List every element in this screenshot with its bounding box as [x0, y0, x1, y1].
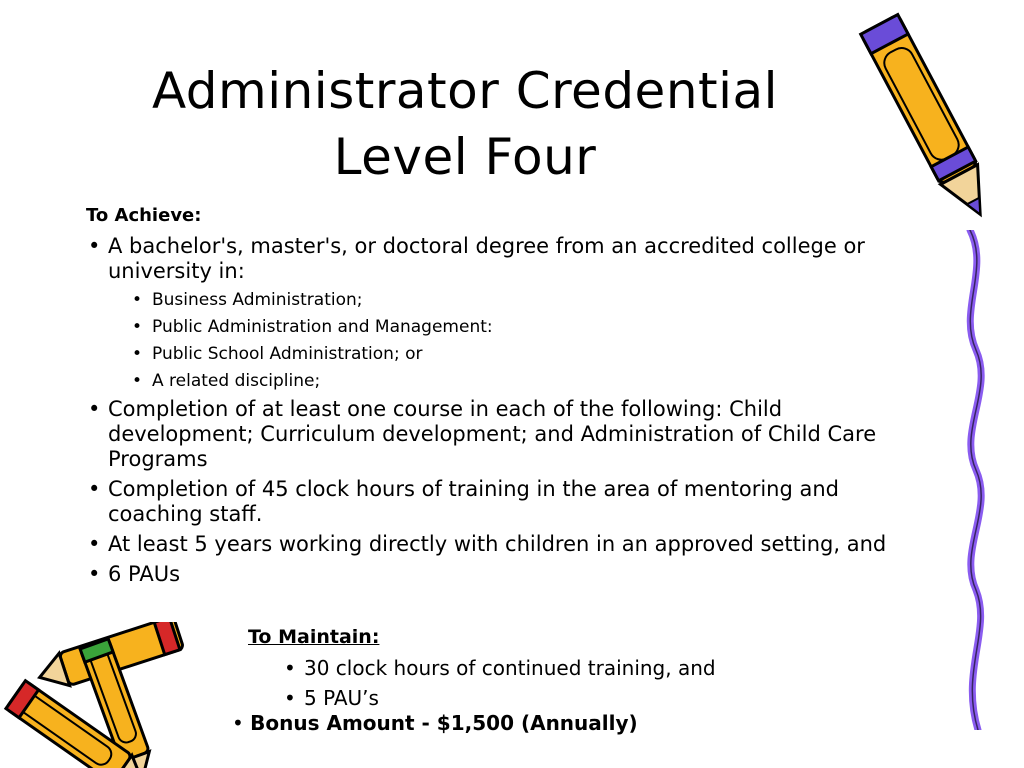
achieve-section	[86, 205, 916, 592]
achieve-heading: To Achieve:	[86, 205, 202, 226]
wavy-line-icon	[956, 230, 996, 730]
bullet-paus: • 6 PAUs	[86, 562, 916, 587]
title-line-1: Administrator Credential	[151, 62, 779, 120]
crayon-bundle-icon	[0, 622, 200, 768]
maintain-list	[284, 656, 716, 716]
bonus-text: Bonus Amount - $1,500 (Annually)	[250, 711, 638, 735]
bullet-degree: • A bachelor's, master's, or doctoral degree from an accredited college or university in:	[86, 234, 916, 284]
title-line-2: Level Four	[333, 128, 597, 186]
maintain-item: • 30 clock hours of continued training, and	[284, 656, 716, 681]
sub-item: • Public School Administration; or	[86, 343, 916, 365]
slide-title	[90, 58, 840, 190]
maintain-item: • 5 PAU’s	[284, 686, 716, 711]
bonus-line	[232, 711, 638, 735]
bullet-experience: • At least 5 years working directly with children in an approved setting, and	[86, 532, 916, 557]
bullet-training: • Completion of 45 clock hours of training in the area of mentoring and coaching staff.	[86, 477, 916, 527]
maintain-heading: To Maintain:	[248, 626, 380, 648]
crayon-pencil-icon	[850, 2, 1010, 242]
sub-item: • Public Administration and Management:	[86, 316, 916, 338]
sub-item: • A related discipline;	[86, 370, 916, 392]
sub-item: • Business Administration;	[86, 289, 916, 311]
bullet-courses: • Completion of at least one course in each of the following: Child development; Curriculum development; and Administration of Child Care Programs	[86, 397, 916, 472]
